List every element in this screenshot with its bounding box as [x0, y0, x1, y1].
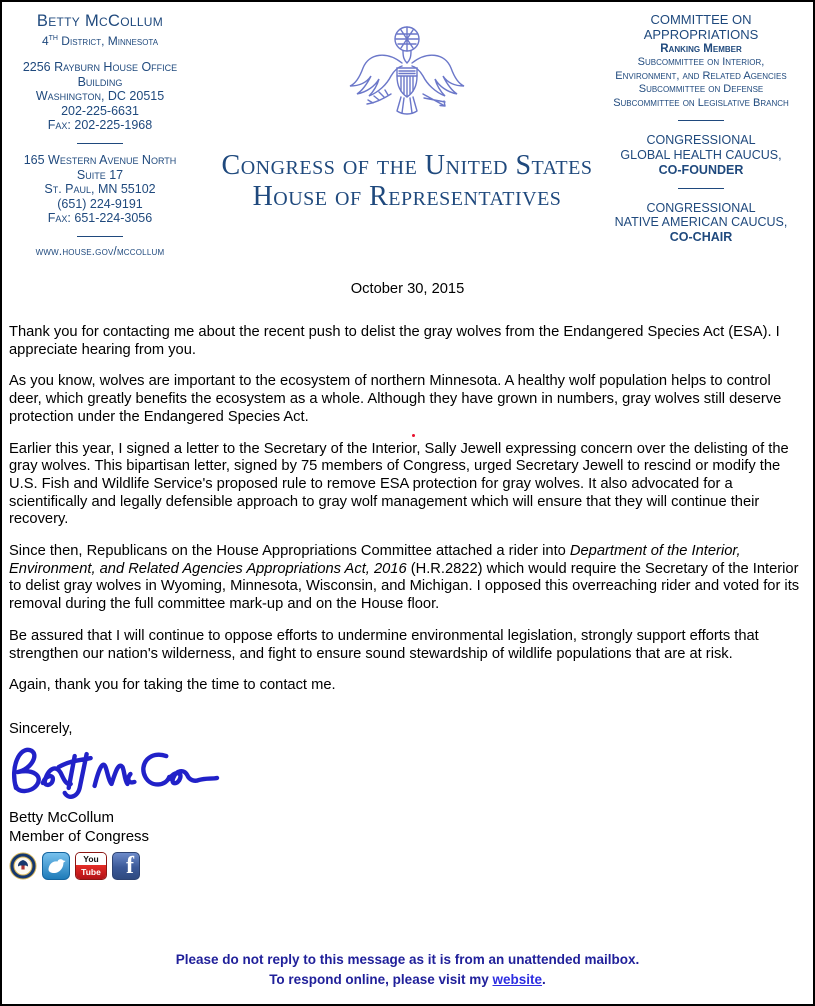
committee-role: Ranking Member: [660, 43, 742, 55]
letter-date: October 30, 2015: [350, 281, 465, 297]
dc-address-city: Washington, DC 20515: [35, 89, 165, 104]
subcommittee-2: Subcommittee on Defense: [638, 83, 764, 96]
paragraph-3: Earlier this year, I signed a letter to the Secretary of the Interior, Sally Jewell expressing concern over the delisting of the gray wolves. This bipartisan letter, signed by 75 members of Congress, urged Secretary Jewell to rescind or modify the U.S. Fish and Wildlife Service's proposed rule to remove ESA protection for gray wolves. It also advocated for a scientifically and legally defensible approach to gray wolf management which will ensure that they will continue their recovery.: [9, 440, 789, 528]
social-icons-row: [9, 852, 807, 880]
mn-address-street: 165 Western Avenue North: [23, 152, 177, 167]
youtube-icon[interactable]: [75, 852, 107, 880]
paragraph-2: As you know, wolves are important to the ecosystem of northern Minnesota. A healthy wolf population helps to control deer, which greatly benefits the ecosystem as a whole. Although they have grown in numbers, gray wolves still deserve protection under the Endangered Species Act.: [9, 373, 782, 425]
letter-body: [9, 324, 807, 880]
youtube-bottom-label: Tube: [76, 865, 106, 879]
member-name: Betty McCollum: [36, 12, 164, 30]
mn-phone: (651) 224-9191: [57, 196, 143, 211]
district-ordinal: TH: [48, 35, 58, 42]
paragraph-5: Be assured that I will continue to oppose efforts to undermine environmental legislation, strongly support efforts that strengthen our nation's wilderness, and fight to ensure sound stewardship of wildlife populations that are at risk.: [9, 627, 759, 662]
mn-address-city: St. Paul, MN 55102: [44, 182, 156, 197]
congress-title-line1: Congress of the United States: [221, 150, 593, 181]
caucus1-role: CO-FOUNDER: [658, 162, 744, 177]
right-divider-1: [678, 120, 724, 121]
paragraph-4: [9, 543, 807, 614]
right-divider-2: [678, 188, 724, 189]
footer-line-1: Please do not reply to this message as it is from an unattended mailbox.: [175, 952, 640, 967]
signature-betty-mccollum: [7, 742, 221, 802]
footer-line-2: [2, 970, 813, 990]
website-link[interactable]: website: [492, 972, 543, 987]
congress-title-line2: House of Representatives: [252, 181, 562, 212]
letterhead-left-column: [10, 12, 190, 258]
twitter-icon[interactable]: [42, 852, 70, 880]
paragraph-4-pre: Since then, Republicans on the House Appropriations Committee attached a rider into: [9, 543, 570, 560]
signer-title: Member of Congress: [9, 827, 150, 845]
signer-name: Betty McCollum: [9, 808, 115, 826]
dc-address-street: 2256 Rayburn House Office Building: [22, 60, 178, 89]
district-number: 4: [41, 34, 49, 48]
left-divider-2: [77, 236, 123, 237]
dc-phone: 202-225-6631: [61, 103, 139, 118]
subcommittee-1b: Environment, and Related Agencies: [615, 69, 787, 82]
paragraph-6: Again, thank you for taking the time to contact me.: [9, 677, 336, 694]
caucus2-line1: CONGRESSIONAL: [646, 200, 756, 215]
left-divider-1: [77, 143, 123, 144]
bill-title-italic: Department of the Interior, Environment, and Related Agencies Appropriations Act, 2016: [9, 543, 741, 577]
mn-fax: Fax: 651-224-3056: [47, 211, 153, 226]
footer-line-2-post: .: [542, 972, 546, 987]
paragraph-4-post: (H.R.2822) which would require the Secretary of the Interior to delist gray wolves in Wyoming, Minnesota, Wisconsin, and Michigan. I opposed this overreaching rider and voted for its removal during the full committee mark-up and on the House floor.: [9, 560, 800, 613]
caucus1-line2: GLOBAL HEALTH CAUCUS,: [620, 147, 782, 162]
footer-notice: [2, 950, 813, 990]
facebook-icon[interactable]: [112, 852, 140, 880]
subcommittee-3: Subcommittee on Legislative Branch: [613, 96, 789, 109]
district-state: District, Minnesota: [57, 34, 159, 48]
caucus1-line1: CONGRESSIONAL: [646, 133, 756, 148]
subcommittee-1: Subcommittee on Interior,: [637, 56, 765, 68]
dc-fax: Fax: 202-225-1968: [47, 118, 153, 133]
footer-line-2-pre: To respond online, please visit my: [269, 972, 493, 987]
caucus2-line2: NATIVE AMERICAN CAUCUS,: [614, 215, 788, 230]
mn-address-suite: Suite 17: [76, 167, 124, 182]
paragraph-1: Thank you for contacting me about the recent push to delist the gray wolves from the Endangered Species Act (ESA). I appreciate hearing from you.: [9, 324, 780, 358]
district-line: [10, 34, 190, 48]
member-website-url: www.house.gov/mccollum: [35, 245, 165, 258]
caucus2-role: CO-CHAIR: [669, 229, 733, 244]
facebook-f-label: f: [126, 852, 134, 879]
committee-name: COMMITTEE ON APPROPRIATIONS: [643, 12, 759, 42]
house-seal-icon[interactable]: [9, 852, 37, 880]
letterhead-right-column: [595, 12, 807, 245]
closing-salutation: Sincerely,: [9, 720, 73, 737]
great-seal-eagle-icon: [346, 24, 468, 120]
letterhead-center: [207, 24, 607, 212]
youtube-top-label: You: [76, 853, 106, 865]
